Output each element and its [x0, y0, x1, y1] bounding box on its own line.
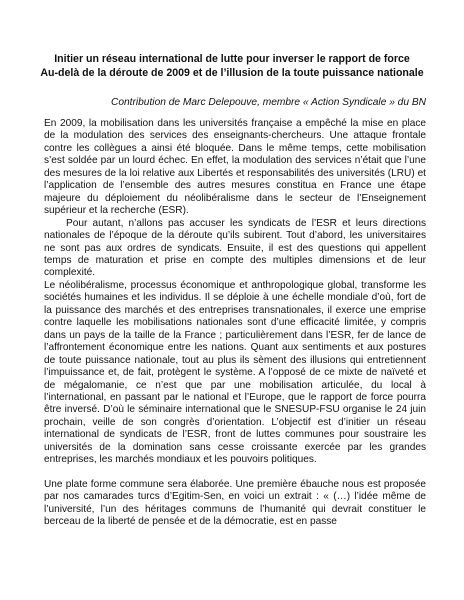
paragraph-2: Pour autant, n’allons pas accuser les syndicats de l’ESR et leurs directions nationales de l’époque de la déroute qu’ils subirent. Tout d’abord, les universitaires ne sont pas aux ordres de syndicats. Ensuite, il est des questions qui appellent temps de maturation et prise en compte des multiples dimensions et de leur complexité.: [44, 217, 426, 279]
paragraph-1: En 2009, la mobilisation dans les universités française a empêché la mise en place de la modulation des services des enseignants-chercheurs. Une attaque frontale contre les collègues a ainsi été bloquée. Dans le même temps, cette mobilisation s’est soldée par un lourd échec. En effet, la modulation des services n’était que l’une des mesures de la loi relative aux Libertés et responsabilités des universités (LRU) et l’application de l’ensemble des autres mesures constitua en France une étape majeure du déploiement du néolibéralisme dans le secteur de l’Enseignement supérieur et la recherche (ESR).: [44, 118, 426, 217]
paragraph-4: Une plate forme commune sera élaborée. Une première ébauche nous est proposée par nos camarades turcs d’Egitim-Sen, en voici un extrait : « (…) l’idée même de l’université, l’un des héritages communs de l’humanité qui devrait constituer le berceau de la liberté de pensée et de la démocratie, est en passe: [44, 478, 426, 528]
title-line-1: Initier un réseau international de lutte pour inverser le rapport de force: [54, 53, 410, 65]
paragraph-3: Le néolibéralisme, processus économique et anthropologique global, transforme les sociétés humaines et les individus. Il se déploie à une échelle mondiale d’où, fort de la puissance des marchés et des entreprises transnationales, il exerce une emprise contre laquelle les mobilisations nationales sont d’une efficacité limitée, y compris dans un pays de la taille de la France ; particulièrement dans l’ESR, fer de lance de l’affrontement économique entre les nations. Quant aux sentiments et aux postures de toute puissance nationale, tout au plus ils sèment des illusions qui entretiennent l’impuissance et, de fait, protègent le système. A l’opposé de ce mixte de naïveté et de mégalomanie, ce n’est que par une mobilisation articulée, du local à l’international, en passant par le national et l’Europe, que le rapport de force pourra être inversé. D’où le séminaire international que le SNESUP-FSU organise le 24 juin prochain, veille de son congrès d’orientation. L’objectif est d’initier un réseau international de syndicats de l’ESR, front de luttes communes pour soustraire les universités de la domination sans cesse croissante exercée par les grandes entreprises, les marchés mondiaux et les pouvoirs politiques.: [44, 279, 426, 466]
document-body: [44, 118, 426, 529]
title-line-2: Au-delà de la déroute de 2009 et de l’illusion de la toute puissance nationale: [40, 67, 424, 79]
document-title: [40, 52, 424, 80]
contribution-byline: Contribution de Marc Delepouve, membre « Action Syndicale » du BN: [110, 97, 426, 108]
